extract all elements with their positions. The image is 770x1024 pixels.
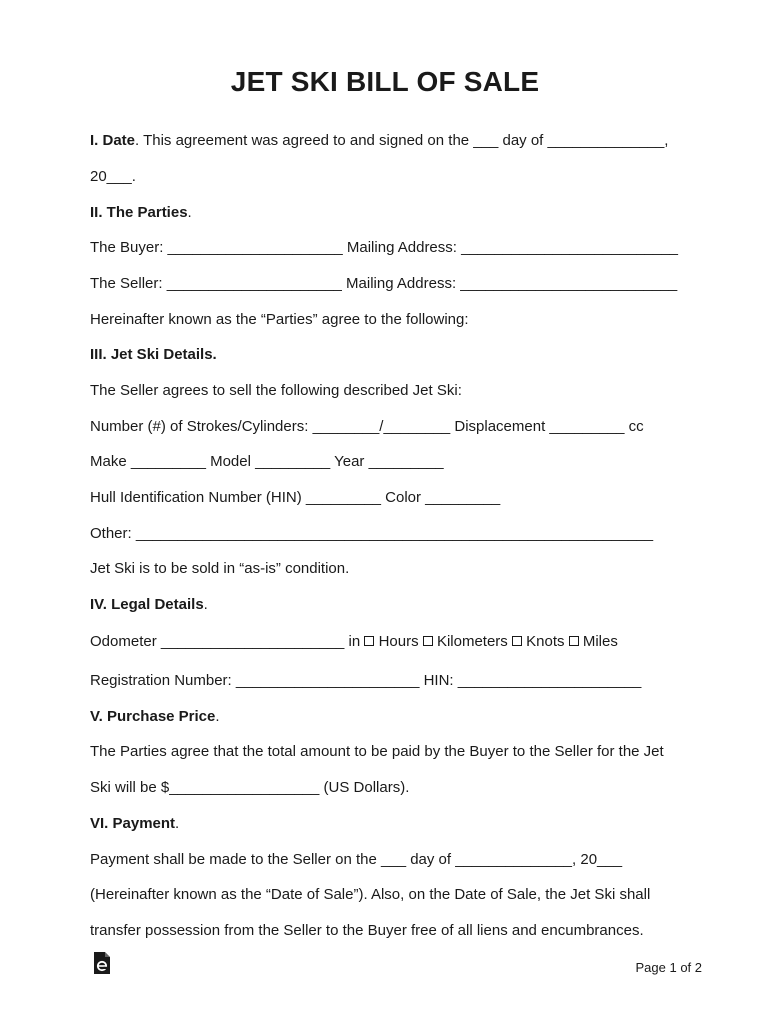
make-model-year-line: Make _________ Model _________ Year _________ (90, 453, 444, 470)
other-line: Other: ______________________________________________________________ (90, 525, 654, 542)
seller-line: The Seller: _____________________ Mailing Address: __________________________ (90, 275, 678, 292)
hin-color-line: Hull Identification Number (HIN) _________ Color _________ (90, 489, 501, 506)
price-heading-line (90, 708, 220, 726)
payment-line-3: transfer possession from the Seller to the Buyer free of all liens and encumbrances. (90, 922, 644, 939)
knots-label: Knots (526, 633, 565, 650)
price-heading: V. Purchase Price (90, 708, 216, 725)
buyer-line: The Buyer: _____________________ Mailing Address: __________________________ (90, 239, 679, 256)
document-title: JET SKI BILL OF SALE (230, 66, 540, 97)
odometer-line (90, 633, 618, 651)
date-line-2: 20___. (90, 168, 136, 185)
odometer-label: Odometer ______________________ in (90, 633, 361, 650)
price-heading-suffix: . (215, 708, 220, 725)
kilometers-label: Kilometers (436, 633, 508, 650)
legal-heading-suffix: . (203, 596, 208, 613)
parties-heading-line (90, 204, 192, 222)
parties-heading-suffix: . (187, 204, 192, 221)
payment-heading-suffix: . (175, 815, 180, 832)
miles-checkbox[interactable] (569, 636, 579, 646)
price-line-2: Ski will be $__________________ (US Dollars). (90, 779, 410, 796)
strokes-line: Number (#) of Strokes/Cylinders: ________/________ Displacement _________ cc (90, 418, 644, 435)
parties-hereinafter: Hereinafter known as the “Parties” agree to the following: (90, 311, 469, 328)
hours-label: Hours (378, 633, 419, 650)
jet-ski-intro: The Seller agrees to sell the following described Jet Ski: (90, 382, 462, 399)
jet-ski-heading: III. Jet Ski Details. (90, 346, 217, 363)
payment-line-2: (Hereinafter known as the “Date of Sale”). Also, on the Date of Sale, the Jet Ski shall (90, 886, 651, 903)
kilometers-checkbox[interactable] (423, 636, 433, 646)
registration-line: Registration Number: ______________________ HIN: ______________________ (90, 672, 642, 689)
legal-heading-line (90, 596, 208, 614)
condition-line: Jet Ski is to be sold in “as-is” condition. (90, 560, 350, 577)
date-text: . This agreement was agreed to and signed on the ___ day of ______________, (135, 132, 669, 149)
knots-checkbox[interactable] (512, 636, 522, 646)
miles-label: Miles (582, 633, 618, 650)
page-number: Page 1 of 2 (635, 960, 702, 975)
date-line-1 (90, 132, 668, 150)
payment-line-1: Payment shall be made to the Seller on the ___ day of ______________, 20___ (90, 851, 623, 868)
legal-heading: IV. Legal Details (90, 596, 204, 613)
payment-heading-line (90, 815, 179, 833)
hours-checkbox[interactable] (364, 636, 374, 646)
payment-heading: VI. Payment (90, 815, 176, 832)
date-heading: I. Date (90, 132, 136, 149)
parties-heading: II. The Parties (90, 204, 188, 221)
eforms-logo-icon (92, 952, 112, 976)
price-line-1: The Parties agree that the total amount to be paid by the Buyer to the Seller for the Jet (90, 743, 664, 760)
